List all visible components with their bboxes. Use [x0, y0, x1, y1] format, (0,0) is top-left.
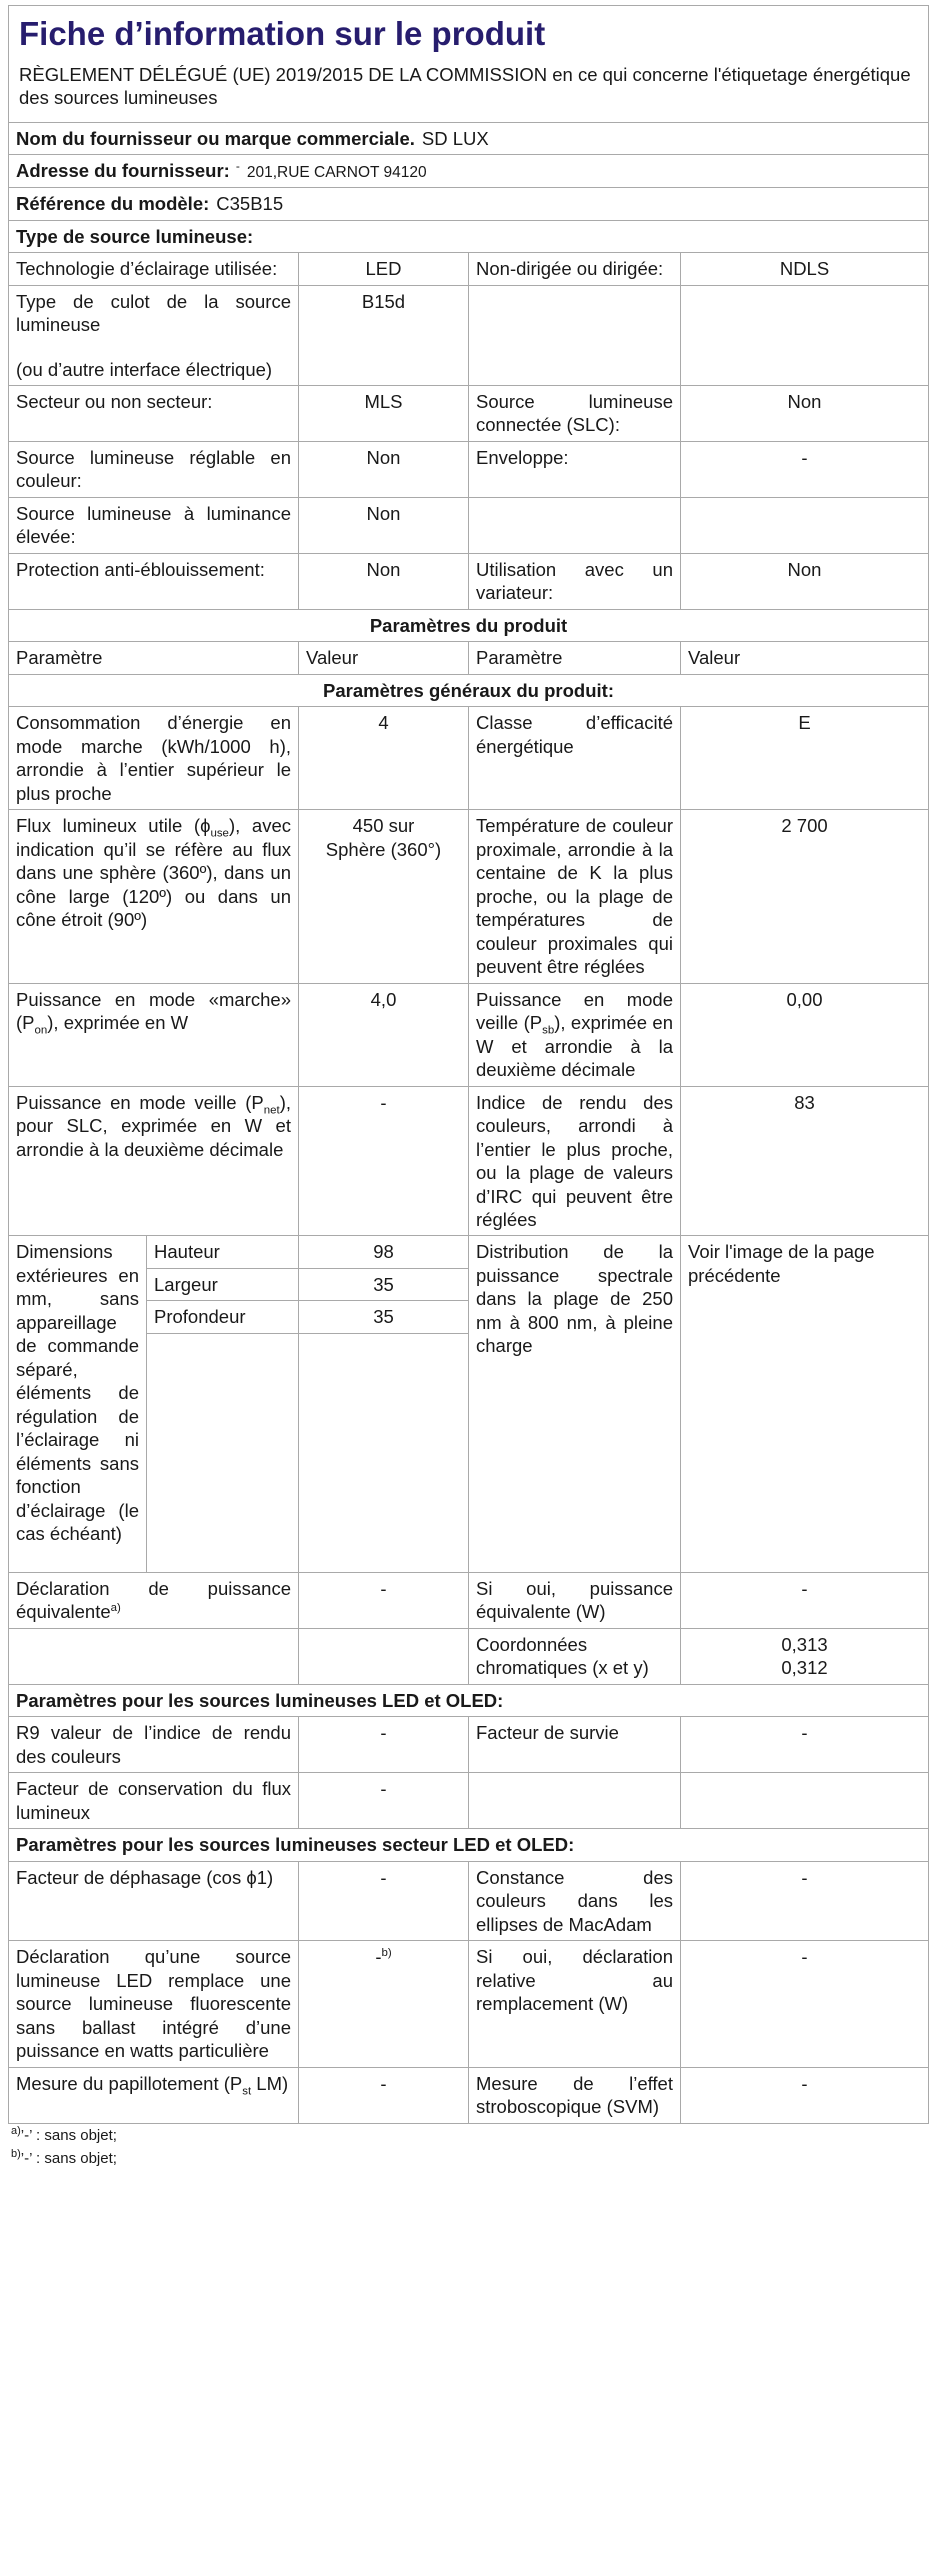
- value-cell-empty: [681, 1773, 929, 1829]
- dimension-value-cell: 98: [299, 1236, 469, 1268]
- param-cell: Facteur de survie: [469, 1717, 681, 1773]
- row-conservation-flux: [9, 1773, 929, 1829]
- row-reglable-couleur: [9, 441, 929, 497]
- row-papillotement: [9, 2067, 929, 2123]
- param-cell: Température de couleur proximale, arrondie à la centaine de K la plus proche, ou la plage de températures de couleur proximales qui peuvent être réglées: [469, 810, 681, 983]
- param-text: ), exprimée en W: [47, 1012, 189, 1034]
- row-coordonnees-chromatiques: [9, 1628, 929, 1684]
- param-cell: Facteur de conservation du flux lumineux: [9, 1773, 299, 1829]
- param-text: ), avec indication qu’il se réfère au flux dans une sphère (360º), dans un cône large (120º) ou dans un cône étroit (90º): [16, 815, 291, 931]
- column-header: Valeur: [299, 642, 469, 674]
- footnotes: [8, 2124, 928, 2170]
- param-cell: Source lumineuse connectée (SLC):: [469, 385, 681, 441]
- param-cell: Source lumineuse réglable en couleur:: [9, 441, 299, 497]
- fiche-table: [8, 5, 929, 2124]
- param-text: Puissance en mode «marche» (P: [16, 988, 291, 1034]
- dimension-value-cell-empty: [299, 1333, 469, 1572]
- value-cell: -: [681, 2067, 929, 2123]
- type-section-label: Type de source lumineuse:: [16, 225, 254, 247]
- row-consommation-energie: [9, 707, 929, 810]
- supplier-name-cell: [9, 122, 929, 154]
- value-line: 0,313: [781, 1633, 828, 1655]
- type-section-row: [9, 220, 929, 252]
- param-cell: R9 valeur de l’indice de rendu des couleurs: [9, 1717, 299, 1773]
- param-cell: Technologie d’éclairage utilisée:: [9, 253, 299, 285]
- row-culot: [9, 285, 929, 385]
- param-cell: [9, 285, 299, 385]
- dimension-value-cell: 35: [299, 1268, 469, 1300]
- address-dash-marker: -: [235, 159, 240, 174]
- param-cell-empty: [9, 1628, 299, 1684]
- section-title: Paramètres pour les sources lumineuses LED et OLED:: [9, 1684, 929, 1716]
- dimension-name-cell: Profondeur: [147, 1301, 299, 1333]
- value-cell: [681, 1628, 929, 1684]
- value-cell: Non: [681, 553, 929, 609]
- subscript: use: [210, 827, 229, 840]
- param-text: Puissance en mode veille (P: [476, 988, 673, 1034]
- footnote-ref: b): [381, 1947, 392, 1960]
- model-reference-row: [9, 188, 929, 220]
- row-remplacement-fluorescente: [9, 1941, 929, 2067]
- subscript: on: [34, 1024, 48, 1037]
- value-cell-empty: [299, 1628, 469, 1684]
- subscript: st: [242, 2085, 252, 2098]
- value-cell: [299, 810, 469, 983]
- title-cell: [9, 6, 929, 123]
- section-parametres-generaux: [9, 674, 929, 706]
- value-cell: E: [681, 707, 929, 810]
- dimension-name-cell: Largeur: [147, 1268, 299, 1300]
- param-text: Déclaration de puissance équivalente: [16, 1577, 291, 1623]
- param-cell: [9, 983, 299, 1086]
- dimension-name-cell: Hauteur: [147, 1236, 299, 1268]
- supplier-address-row: [9, 155, 929, 188]
- model-reference-value: C35B15: [216, 193, 284, 215]
- value-text: -: [375, 1946, 382, 1968]
- title-row: [9, 6, 929, 123]
- param-cell-empty: [469, 497, 681, 553]
- value-line: 0,312: [781, 1657, 828, 1679]
- param-cell: Classe d’efficacité énergétique: [469, 707, 681, 810]
- section-led-oled: [9, 1684, 929, 1716]
- param-cell: Facteur de déphasage (cos ϕ1): [9, 1861, 299, 1940]
- value-cell: -: [299, 1773, 469, 1829]
- supplier-address-label: Adresse du fournisseur:: [16, 160, 230, 182]
- value-cell: Non: [299, 553, 469, 609]
- param-cell: Distribution de la puissance spectrale dans la plage de 250 nm à 800 nm, à pleine charge: [469, 1236, 681, 1572]
- type-section-cell: [9, 220, 929, 252]
- value-cell: -: [299, 2067, 469, 2123]
- param-text: Mesure du papillotement (P: [16, 2072, 243, 2094]
- section-title: Paramètres généraux du produit:: [9, 674, 929, 706]
- value-cell: -: [681, 1572, 929, 1628]
- param-cell: Si oui, puissance équivalente (W): [469, 1572, 681, 1628]
- value-cell: Voir l'image de la page précédente: [681, 1236, 929, 1572]
- supplier-name-label: Nom du fournisseur ou marque commerciale.: [16, 127, 415, 149]
- value-cell: -: [681, 1941, 929, 2067]
- value-cell: Non: [299, 441, 469, 497]
- value-cell-empty: [681, 285, 929, 385]
- footnote-text: ’-’ : sans objet;: [20, 2126, 117, 2144]
- supplier-name-value: SD LUX: [421, 127, 489, 149]
- value-cell: [299, 1941, 469, 2067]
- param-cell: Consommation d’énergie en mode marche (kWh/1000 h), arrondie à l’entier supérieur le plus proche: [9, 707, 299, 810]
- row-r9: [9, 1717, 929, 1773]
- value-cell: NDLS: [681, 253, 929, 285]
- footnote-marker: a): [11, 2124, 21, 2137]
- param-text: ), pour SLC, exprimée en W et arrondie à la deuxième décimale: [16, 1091, 291, 1160]
- value-cell: -: [299, 1717, 469, 1773]
- row-luminance-elevee: [9, 497, 929, 553]
- row-column-headers: [9, 642, 929, 674]
- row-puissance-veille: [9, 1086, 929, 1236]
- row-puissance-marche: [9, 983, 929, 1086]
- value-cell: B15d: [299, 285, 469, 385]
- value-cell: -: [681, 1861, 929, 1940]
- param-cell-empty: [469, 285, 681, 385]
- value-cell: 4: [299, 707, 469, 810]
- param-cell: Secteur ou non secteur:: [9, 385, 299, 441]
- param-cell: [469, 983, 681, 1086]
- param-cell: Mesure de l’effet stroboscopique (SVM): [469, 2067, 681, 2123]
- model-reference-label: Référence du modèle:: [16, 193, 210, 215]
- value-cell: -: [299, 1086, 469, 1236]
- param-cell: Constance des couleurs dans les ellipses de MacAdam: [469, 1861, 681, 1940]
- row-flux-lumineux: [9, 810, 929, 983]
- section-secteur-led-oled: [9, 1829, 929, 1861]
- supplier-address-cell: [9, 155, 929, 188]
- value-cell-empty: [681, 497, 929, 553]
- page-title: Fiche d’information sur le produit: [19, 15, 546, 52]
- row-puissance-equivalente: [9, 1572, 929, 1628]
- value-cell: -: [299, 1861, 469, 1940]
- param-text: Flux lumineux utile (ϕ: [16, 815, 211, 837]
- column-header: Paramètre: [9, 642, 299, 674]
- value-cell: Non: [681, 385, 929, 441]
- column-header: Valeur: [681, 642, 929, 674]
- section-title: Paramètres pour les sources lumineuses secteur LED et OLED:: [9, 1829, 929, 1861]
- section-parametres-produit: [9, 609, 929, 641]
- value-cell: LED: [299, 253, 469, 285]
- model-reference-cell: [9, 188, 929, 220]
- param-cell: [9, 2067, 299, 2123]
- param-cell: Enveloppe:: [469, 441, 681, 497]
- param-cell-empty: [469, 1773, 681, 1829]
- row-secteur: [9, 385, 929, 441]
- param-cell: Utilisation avec un variateur:: [469, 553, 681, 609]
- param-cell: [9, 1086, 299, 1236]
- subscript: sb: [542, 1024, 555, 1037]
- param-cell: [9, 1572, 299, 1628]
- value-cell: -: [299, 1572, 469, 1628]
- dimension-value-cell: 35: [299, 1301, 469, 1333]
- footnote-a: [11, 2124, 928, 2146]
- row-technologie: [9, 253, 929, 285]
- value-cell: -: [681, 1717, 929, 1773]
- value-cell: Non: [299, 497, 469, 553]
- param-cell: Non-dirigée ou dirigée:: [469, 253, 681, 285]
- param-cell: Protection anti-éblouissement:: [9, 553, 299, 609]
- dimensions-label-cell: Dimensions extérieures en mm, sans appareillage de commande séparé, éléments de régulation de l’éclairage ni éléments sans fonction d’éclairage (le cas échéant): [9, 1236, 147, 1572]
- column-header: Paramètre: [469, 642, 681, 674]
- blank-line: [16, 337, 291, 358]
- supplier-address-value: 201,RUE CARNOT 94120: [246, 164, 427, 182]
- value-cell: 2 700: [681, 810, 929, 983]
- section-title: Paramètres du produit: [9, 609, 929, 641]
- param-cell: Indice de rendu des couleurs, arrondi à l’entier le plus proche, ou la plage de valeurs d’IRC qui peuvent être réglées: [469, 1086, 681, 1236]
- param-cell: Déclaration qu’une source lumineuse LED remplace une source lumineuse fluorescente sans ballast intégré d’une puissance en watts particulière: [9, 1941, 299, 2067]
- supplier-name-row: [9, 122, 929, 154]
- value-line: Sphère (360°): [325, 838, 442, 860]
- footnote-ref: a): [110, 1602, 121, 1615]
- param-cell: [9, 810, 299, 983]
- row-dephasage: [9, 1861, 929, 1940]
- row-anti-eblouissement: [9, 553, 929, 609]
- param-text: ), exprimée en W et arrondie à la deuxième décimale: [476, 1012, 673, 1081]
- value-cell: 4,0: [299, 983, 469, 1086]
- param-cell: Coordonnées chromatiques (x et y): [469, 1628, 681, 1684]
- footnote-b: [11, 2150, 928, 2169]
- value-cell: 0,00: [681, 983, 929, 1086]
- param-cell: Source lumineuse à luminance élevée:: [9, 497, 299, 553]
- dimension-name-cell-empty: [147, 1333, 299, 1572]
- param-text: LM): [251, 2072, 289, 2094]
- param-text: Type de culot de la source lumineuse: [16, 290, 291, 336]
- param-text: (ou d’autre interface électrique): [16, 358, 273, 380]
- footnote-marker: b): [11, 2148, 21, 2161]
- subscript: net: [263, 1104, 280, 1117]
- value-cell: MLS: [299, 385, 469, 441]
- page-subtitle: RÈGLEMENT DÉLÉGUÉ (UE) 2019/2015 DE LA COMMISSION en ce qui concerne l'étiquetage énergétique des sources lumineuses: [19, 63, 911, 109]
- footnote-text: ’-’ : sans objet;: [20, 2150, 117, 2168]
- param-text: Puissance en mode veille (P: [16, 1091, 264, 1113]
- value-cell: 83: [681, 1086, 929, 1236]
- value-cell: -: [681, 441, 929, 497]
- row-dimensions-hauteur: [9, 1236, 929, 1268]
- param-cell: Si oui, déclaration relative au remplacement (W): [469, 1941, 681, 2067]
- value-line: 450 sur: [352, 815, 415, 837]
